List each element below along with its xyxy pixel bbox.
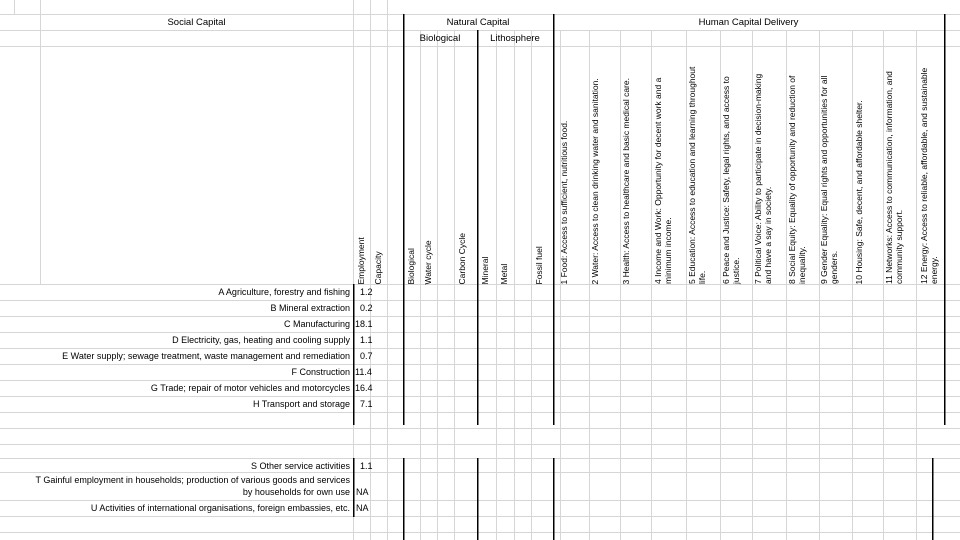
- col-need-7: 7 Political Voice: Ability to participate in decision-making and have a say in society.: [753, 73, 773, 284]
- col-need-4: 4 Income and Work: Opportunity for decent work and a minimum income.: [653, 77, 673, 284]
- col-employment: Employment: [356, 236, 366, 284]
- col-need-2: 2 Water: Access to clean drinking water and sanitation.: [590, 77, 600, 284]
- col-need-11: 11 Networks: Access to communication, information, and community support.: [884, 71, 904, 284]
- col-capacity: Capacity: [373, 250, 383, 284]
- row-label-u: U Activities of international organisations, foreign embassies, etc.: [90, 503, 350, 513]
- header-social-capital: Social Capital: [167, 17, 226, 28]
- row-employment-g: 16.4: [355, 383, 373, 393]
- row-label-b: B Mineral extraction: [270, 303, 350, 313]
- col-biological: Biological: [406, 247, 416, 284]
- row-label-c: C Manufacturing: [283, 319, 350, 329]
- row-employment-a: 1.2: [360, 287, 373, 297]
- row-employment-h: 7.1: [360, 399, 373, 409]
- row-employment-e: 0.7: [360, 351, 373, 361]
- row-label-h: H Transport and storage: [252, 399, 350, 409]
- row-employment-b: 0.2: [360, 303, 373, 313]
- header-natural-capital: Natural Capital: [446, 17, 510, 28]
- col-carbon-cycle: Carbon Cycle: [457, 232, 467, 284]
- row-label-e: E Water supply; sewage treatment, waste management and remediation: [62, 351, 350, 361]
- row-employment-t: NA: [356, 487, 369, 497]
- row-label-g: G Trade; repair of motor vehicles and motorcycles: [150, 383, 350, 393]
- row-employment-u: NA: [356, 503, 369, 513]
- col-water-cycle: Water cycle: [423, 239, 433, 284]
- header-lithosphere: Lithosphere: [490, 33, 540, 44]
- col-need-8: 8 Social Equity: Equality of opportunity and reduction of inequality.: [787, 75, 807, 284]
- col-need-10: 10 Housing: Safe, decent, and affordable shelter.: [854, 99, 864, 284]
- col-mineral: Mineral: [480, 256, 490, 284]
- col-need-3: 3 Health: Access to healthcare and basic medical care.: [621, 77, 631, 284]
- header-biological: Biological: [419, 33, 461, 44]
- row-employment-d: 1.1: [360, 335, 373, 345]
- row-employment-c: 18.1: [355, 319, 373, 329]
- row-label-s: S Other service activities: [250, 461, 350, 471]
- col-need-6: 6 Peace and Justice: Safety, legal rights, and access to justice.: [721, 76, 741, 284]
- col-need-9: 9 Gender Equality: Equal rights and opportunities for all genders.: [819, 75, 839, 284]
- row-label-t-line2: by households for own use: [242, 487, 350, 497]
- row-label-f: F Construction: [291, 367, 350, 377]
- col-need-5: 5 Education: Access to education and learning throughout life.: [687, 66, 707, 284]
- col-metal: Metal: [499, 263, 509, 284]
- row-label-t-line1: T Gainful employment in households; production of various goods and services: [35, 475, 350, 485]
- row-employment-s: 1.1: [360, 461, 373, 471]
- col-fossil-fuel: Fossil fuel: [534, 245, 544, 284]
- row-label-d: D Electricity, gas, heating and cooling supply: [172, 335, 350, 345]
- col-need-1: 1 Food: Access to sufficient, nutritious food.: [559, 120, 569, 284]
- header-human-capital-delivery: Human Capital Delivery: [698, 17, 799, 28]
- row-employment-f: 11.4: [355, 367, 372, 377]
- row-label-a: A Agriculture, forestry and fishing: [218, 287, 350, 297]
- col-need-12: 12 Energy: Access to reliable, affordable, and sustainable energy.: [919, 67, 939, 284]
